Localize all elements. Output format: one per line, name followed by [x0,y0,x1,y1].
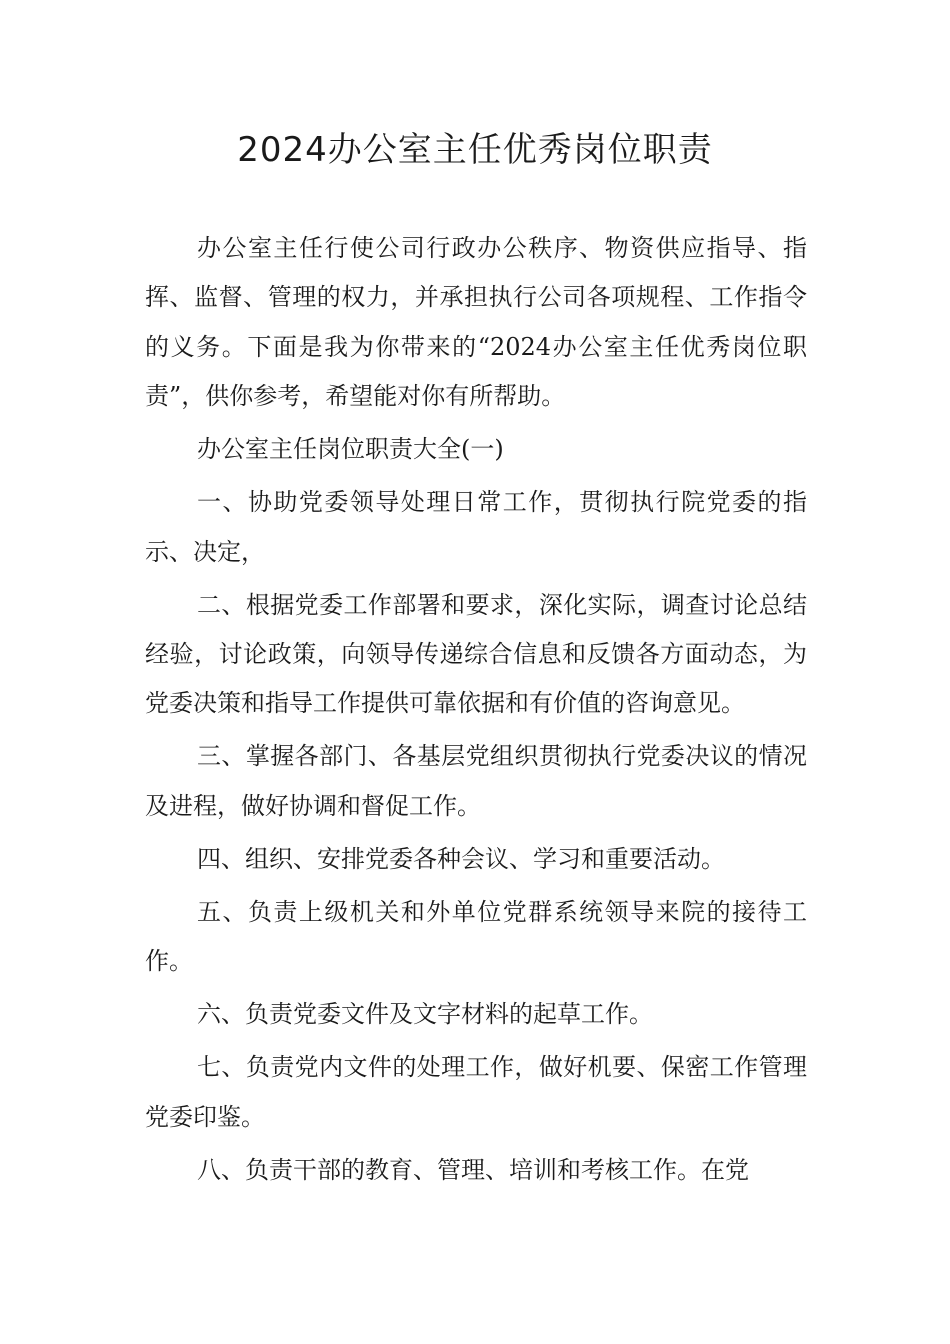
document-body [145,224,807,1199]
intro-paragraph: 办公室主任行使公司行政办公秩序、物资供应指导、指挥、监督、管理的权力，并承担执行公司各项规程、工作指令的义务。下面是我为你带来的“2024办公室主任优秀岗位职责”，供你参考，希望能对你有所帮助。 [145,234,807,411]
document-title: 2024办公室主任优秀岗位职责 [237,130,713,170]
duty-item-1: 一、协助党委领导处理日常工作，贯彻执行院党委的指示、决定， [145,488,807,566]
duty-item-5: 五、负责上级机关和外单位党群系统领导来院的接待工作。 [145,897,807,976]
duty-item-6: 六、负责党委文件及文字材料的起草工作。 [197,1000,653,1029]
section-heading: 办公室主任岗位职责大全(一) [197,435,504,464]
duty-item-7: 七、负责党内文件的处理工作，做好机要、保密工作管理党委印鉴。 [145,1053,807,1131]
duty-item-2: 二、根据党委工作部署和要求，深化实际，调查讨论总结经验，讨论政策，向领导传递综合信息和反馈各方面动态，为党委决策和指导工作提供可靠依据和有价值的咨询意见。 [145,590,807,718]
duty-item-4: 四、组织、安排党委各种会议、学习和重要活动。 [197,844,725,873]
duty-item-8: 八、负责干部的教育、管理、培训和考核工作。在党 [197,1155,749,1184]
duty-item-3: 三、掌握各部门、各基层党组织贯彻执行党委决议的情况及进程，做好协调和督促工作。 [145,742,807,820]
